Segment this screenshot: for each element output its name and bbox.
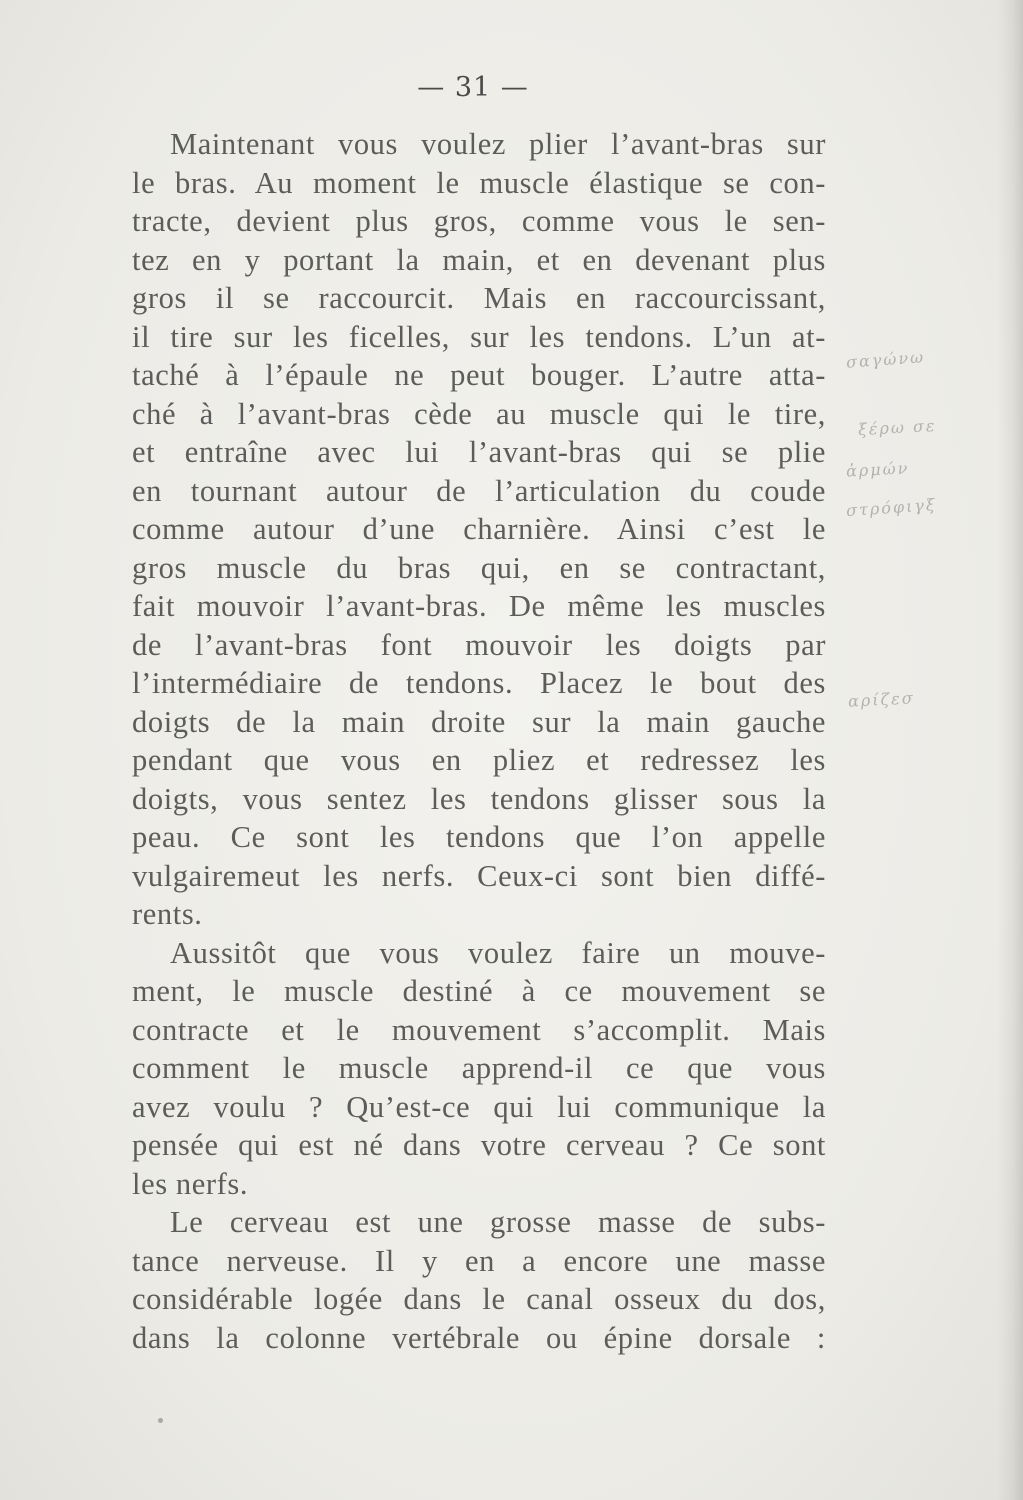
paper-speck bbox=[158, 1418, 163, 1423]
body-text bbox=[132, 125, 826, 1357]
page-number: — 31 — bbox=[417, 72, 529, 103]
text-line: gros muscle du bras qui, en se contractant, bbox=[132, 550, 826, 585]
text-line: doigts de la main droite sur la main gauche bbox=[132, 704, 826, 739]
text-line: pendant que vous en pliez et redressez les bbox=[132, 743, 826, 777]
text-line: tracte, devient plus gros, comme vous le sen- bbox=[132, 204, 826, 238]
text-line: fait mouvoir l’avant-bras. De même les muscles bbox=[132, 589, 826, 623]
text-line: dans la colonne vertébrale ou épine dorsale : bbox=[132, 1320, 826, 1355]
text-line: pensée qui est né dans votre cerveau ? Ce sont bbox=[132, 1128, 826, 1162]
text-line: tance nerveuse. Il y en a encore une masse bbox=[132, 1243, 826, 1278]
page-edge-shadow bbox=[997, 0, 1023, 1500]
text-line: ché à l’avant-bras cède au muscle qui le tire, bbox=[132, 396, 826, 431]
text-line: ment, le muscle destiné à ce mouvement se bbox=[132, 974, 826, 1008]
margin-note: στρόφιγξ bbox=[845, 494, 938, 521]
text-line: contracte et le mouvement s’accomplit. Mais bbox=[132, 1012, 826, 1047]
text-line: Le cerveau est une grosse masse de subs- bbox=[170, 1205, 826, 1239]
text-line: de l’avant-bras font mouvoir les doigts par bbox=[132, 627, 826, 662]
text-line: et entraîne avec lui l’avant-bras qui se plie bbox=[132, 435, 826, 469]
text-line: peau. Ce sont les tendons que l’on appelle bbox=[132, 820, 826, 854]
text-line: vulgairemeut les nerfs. Ceux-ci sont bien diffé- bbox=[132, 858, 826, 893]
text-line: considérable logée dans le canal osseux du dos, bbox=[132, 1282, 826, 1316]
text-line: rents. bbox=[132, 897, 203, 931]
margin-note: σαγώνω bbox=[845, 347, 926, 372]
text-line: Maintenant vous voulez plier l’avant-bras sur bbox=[170, 127, 826, 161]
text-line: il tire sur les ficelles, sur les tendons. L’un at- bbox=[132, 319, 826, 354]
text-line: Aussitôt que vous voulez faire un mouve- bbox=[170, 935, 826, 970]
text-line: en tournant autour de l’articulation du coude bbox=[132, 473, 826, 508]
margin-note: αρίζεσ bbox=[847, 688, 916, 711]
margin-note: ἀρμών bbox=[845, 458, 910, 481]
text-line: comme autour d’une charnière. Ainsi c’est le bbox=[132, 512, 826, 546]
text-line: doigts, vous sentez les tendons glisser sous la bbox=[132, 781, 826, 816]
text-line: le bras. Au moment le muscle élastique se con- bbox=[132, 165, 826, 200]
text-line: taché à l’épaule ne peut bouger. L’autre atta- bbox=[132, 358, 826, 392]
text-line: gros il se raccourcit. Mais en raccourcissant, bbox=[132, 281, 826, 315]
margin-note: ξέρω σε bbox=[857, 415, 937, 440]
text-line: tez en y portant la main, et en devenant plus bbox=[132, 242, 826, 277]
text-line: comment le muscle apprend-il ce que vous bbox=[132, 1051, 826, 1085]
text-line: les nerfs. bbox=[132, 1166, 249, 1201]
text-line: l’intermédiaire de tendons. Placez le bout des bbox=[132, 666, 826, 700]
text-line: avez voulu ? Qu’est-ce qui lui communique la bbox=[132, 1089, 826, 1124]
